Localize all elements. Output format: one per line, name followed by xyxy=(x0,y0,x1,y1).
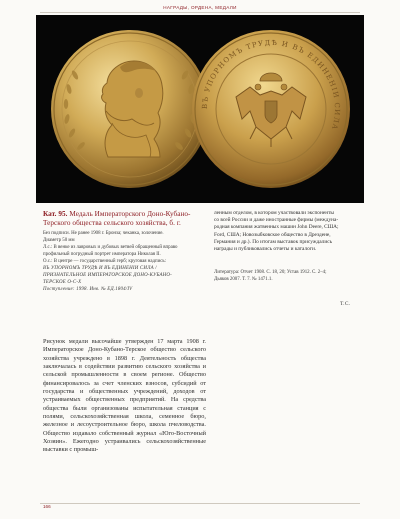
text-line: награды и публиковались отчеты и каталоги. xyxy=(214,246,317,253)
provenance: Поступление: 1998. Инв. № ЕД.1804/IV xyxy=(43,287,133,293)
right-column xyxy=(214,210,364,283)
inscription-line: ТЕРСКОЕ О-С-Х xyxy=(43,280,82,286)
text-line: родная компания жатвенных машин John Deere, США; xyxy=(214,224,339,231)
catalog-number: Кат. 95. xyxy=(43,210,68,218)
text-line: Германия и др.). По итогам выставок присуждались xyxy=(214,238,333,245)
medal-obverse xyxy=(51,30,209,188)
medal-photograph xyxy=(36,15,364,203)
literature-text: Отчет 1908. С. 18, 20; Устав 1912. С. 2–4; xyxy=(240,270,327,276)
catalog-line: О.с.: В центре — государственный герб; круговая надпись: xyxy=(43,258,167,264)
literature-line xyxy=(214,269,364,276)
inscription-line: ВЪ УПОРНОМЪ ТРУДѢ И ВЪ ЕДИНЕНIИ СИЛА / xyxy=(43,266,157,272)
emperor-portrait xyxy=(102,61,163,157)
author-initials: Т.С. xyxy=(340,301,351,307)
catalog-entry xyxy=(43,210,206,293)
literature-line xyxy=(214,276,364,283)
inscription-line: ПРИЗНАТЕЛЬНОЕ ИМПЕРАТОРСКОЕ ДОНО-КУБАНО- xyxy=(43,273,172,279)
literature-text: Дьяков 2007. Т. 7. № 1471.1. xyxy=(214,277,273,283)
text-line: со всей России и даже иностранные фирмы (междуна- xyxy=(214,217,339,224)
catalog-title-text: Медаль Императорского Донo-Кубано-Терского общества сельского хозяйства, б. г. xyxy=(43,210,191,228)
literature-label: Литература: xyxy=(214,270,240,276)
catalog-title xyxy=(43,210,206,229)
header-rule xyxy=(40,12,360,13)
body-text: Рисунок медали высочайше утвержден 17 марта 1908 г. Императорское Доно-Кубано-Терское общество сельского хозяйства учреждено в 1898 г. Деятельность общества заключалась в содействии развитию сельского хозяйства и сельской промышленности в своем регионе. Общество финансировалось за счет членских взносов, субсидий от государства и общественных учреждений, доходов от устраиваемых общественных предприятий. На средства общества были организованы испытательная станция с полями, сельскохозяйственная школа, семенное бюро, железное и лесоустроительное бюро, школа пчеловодства. Общество издавало собственный журнал «Юго-Восточный Хозяин». Ежегодно устраивались сельскохозяйственные выставки с промыш- xyxy=(43,338,206,454)
text-line: Ford, США; Новозыбковское общество в Дрездене, xyxy=(214,231,331,238)
medal-reverse xyxy=(192,30,350,188)
running-header: НАГРАДЫ, ОРДЕНА, МЕДАЛИ xyxy=(163,5,237,10)
catalog-line: Диаметр 50 мм xyxy=(43,237,75,243)
catalog-line: Л.с.: В венке из лавровых и дубовых ветвей обращенный вправо xyxy=(43,244,178,250)
text-line: ленным отделом, в котором участвовали экспоненты xyxy=(214,210,335,216)
page-number: 166 xyxy=(43,504,51,509)
catalog-line: Без подписи. Не ранее 1908 г. Бронза; чеканка, золочение. xyxy=(43,230,164,236)
footer-rule xyxy=(40,503,360,504)
medal-rim-inscription: ВЪ УПОРНОМЪ ТРУДѢ И ВЪ ЕДИНЕНIИ СИЛА xyxy=(200,38,342,132)
catalog-line: профильный погрудный портрет императора Николая II. xyxy=(43,251,161,257)
